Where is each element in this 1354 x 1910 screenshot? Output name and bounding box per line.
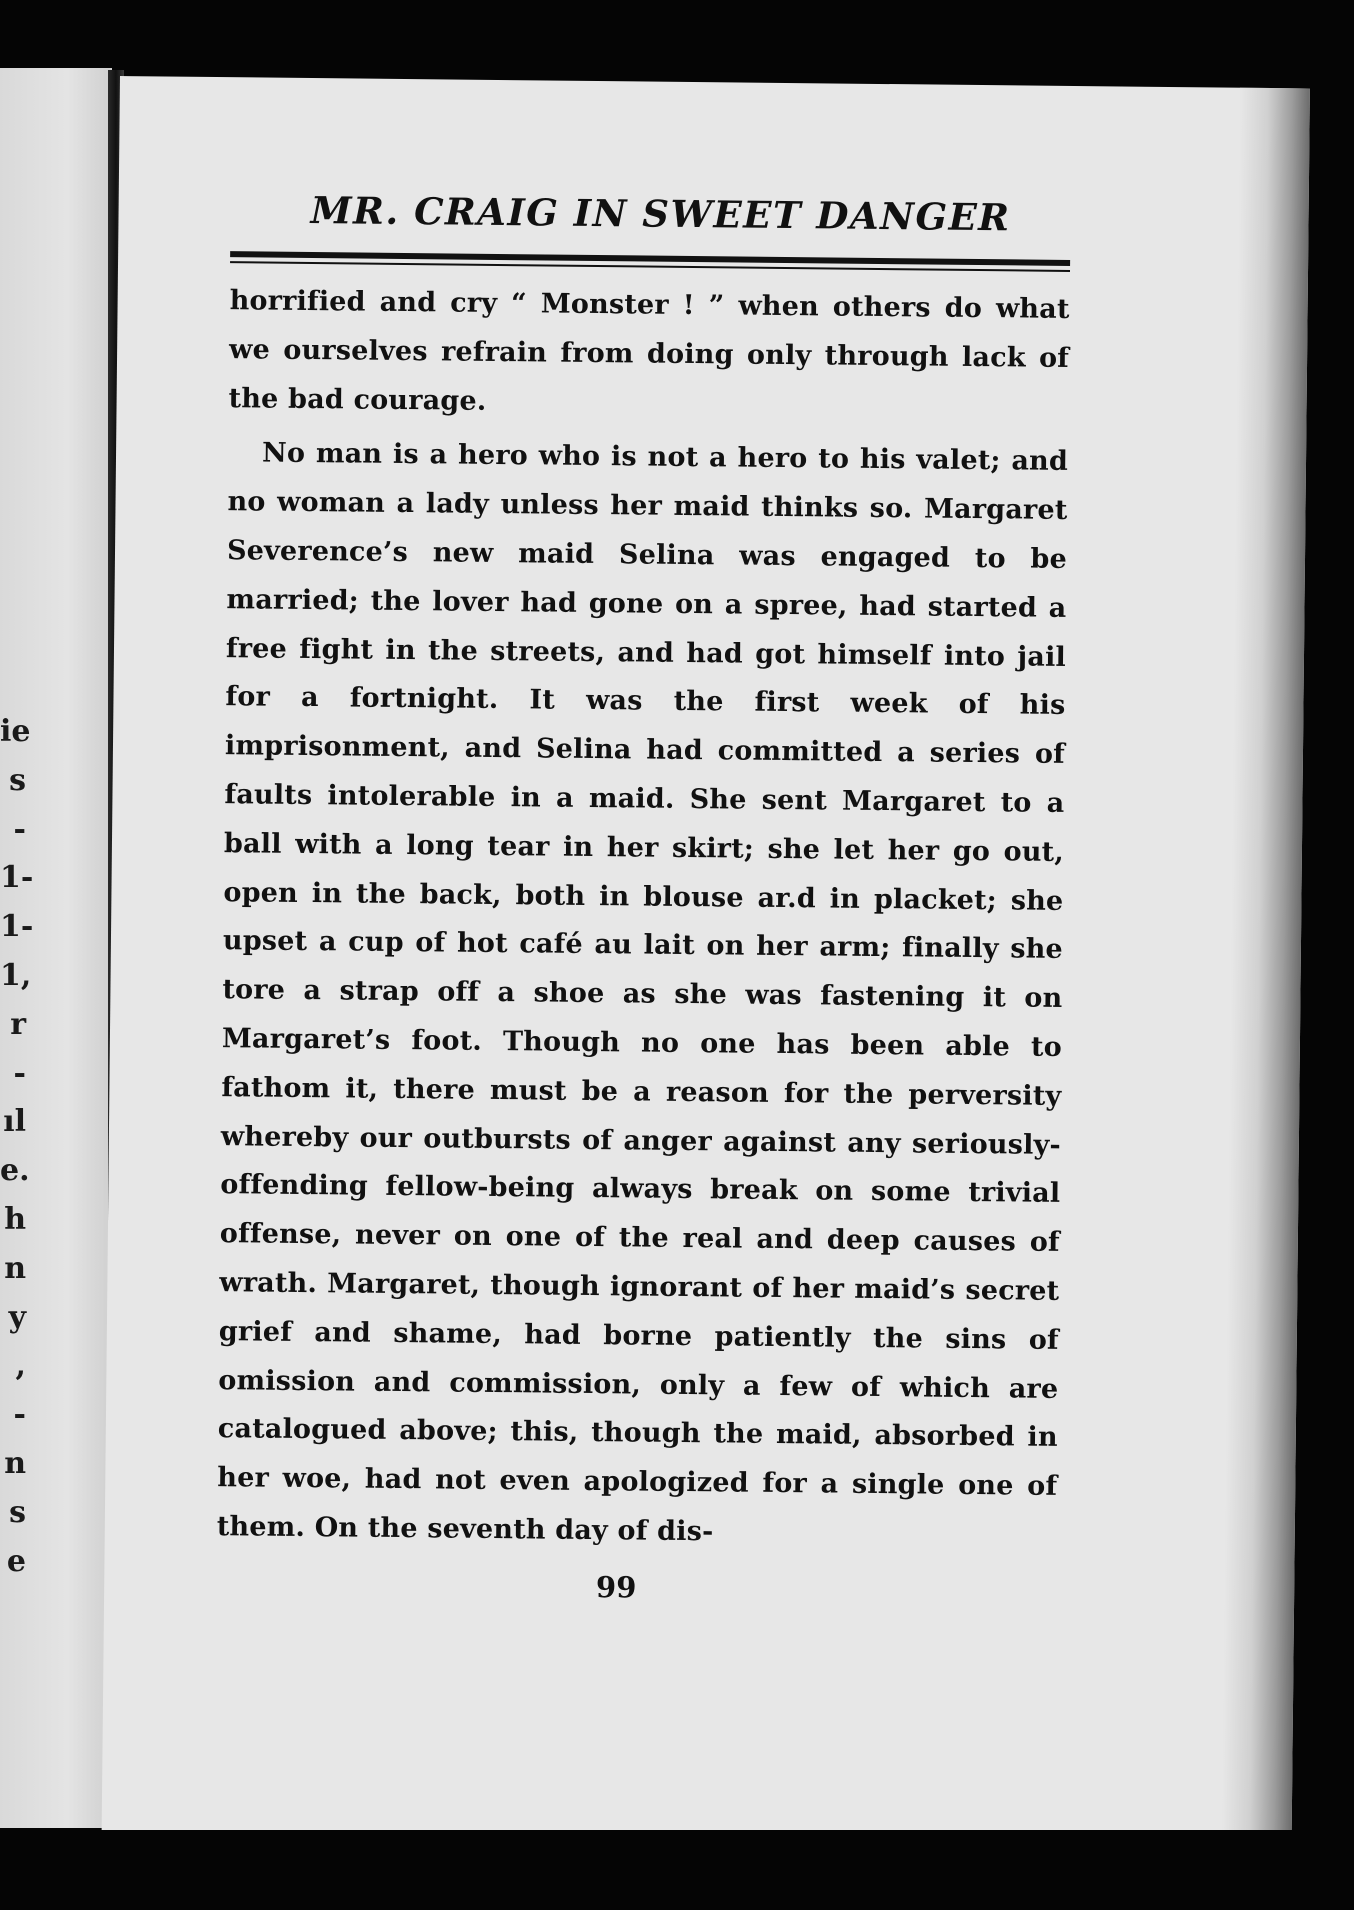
left-page-edge-text: [0, 708, 34, 1586]
left-edge-fragment: 1,: [0, 957, 32, 993]
left-edge-fragment: y: [8, 1299, 26, 1335]
left-facing-page: [0, 68, 112, 1828]
scan-bottom-margin: [0, 1830, 1354, 1910]
left-edge-fragment: s: [9, 762, 26, 798]
left-edge-fragment: ıl: [3, 1104, 26, 1140]
left-edge-fragment: 1-: [0, 909, 34, 945]
paragraph-continued: horrified and cry “ Monster ! ” when others do what we ourselves refrain from doing only through lack of the bad courage.: [228, 285, 1070, 417]
page-number: 99: [595, 1569, 637, 1605]
left-edge-fragment: n: [4, 1250, 26, 1286]
running-head: MR. CRAIG IN SWEET DANGER: [310, 188, 1011, 240]
left-edge-fragment: n: [4, 1445, 26, 1481]
left-edge-fragment: -: [13, 1055, 26, 1091]
left-edge-fragment: h: [4, 1201, 26, 1237]
left-edge-fragment: s: [9, 1494, 26, 1530]
right-page: [102, 76, 1310, 1848]
page-content: [216, 187, 1071, 1608]
body-text: [217, 277, 1070, 1560]
left-edge-fragment: e.: [0, 1153, 30, 1189]
left-edge-fragment: -: [13, 1397, 26, 1433]
paragraph: No man is a hero who is not a hero to his valet; and no woman a lady unless her maid thinks so. Margaret Severence’s new maid Selina was engaged to be married; the lover had gone on a spree, had started a free fight in the streets, and had got himself into jail for a fortnight. It was the first week of his imprisonment, and Selina had committed a series of faults intolerable in a maid. She sent Margaret to a ball with a long tear in her skirt; she let her go out, open in the back, both in blouse ar.d in placket; she upset a cup of hot café au lait on her arm; finally she tore a strap off a shoe as she was fastening it on Margaret’s foot. Though no one has been able to fathom it, there must be a reason for the perversity whereby our outbursts of anger against any seriously-offending fellow-being always break on some trivial offense, never on one of the real and deep causes of wrath. Margaret, though ignorant of her maid’s secret grief and shame, had borne patiently the sins of omission and commission, only a few of which are catalogued above; this, though the maid, absorbed in her woe, had not even apologized for a single one of them. On the seventh day of dis-: [216, 437, 1069, 1548]
page-edge-shadow: [1222, 88, 1310, 1849]
left-edge-fragment: 1-: [0, 860, 34, 896]
left-edge-fragment: -: [13, 811, 26, 847]
left-edge-fragment: e: [6, 1543, 26, 1579]
left-edge-fragment: ie: [0, 714, 31, 749]
left-edge-fragment: r: [10, 1006, 26, 1042]
left-edge-fragment: ,: [15, 1348, 26, 1384]
